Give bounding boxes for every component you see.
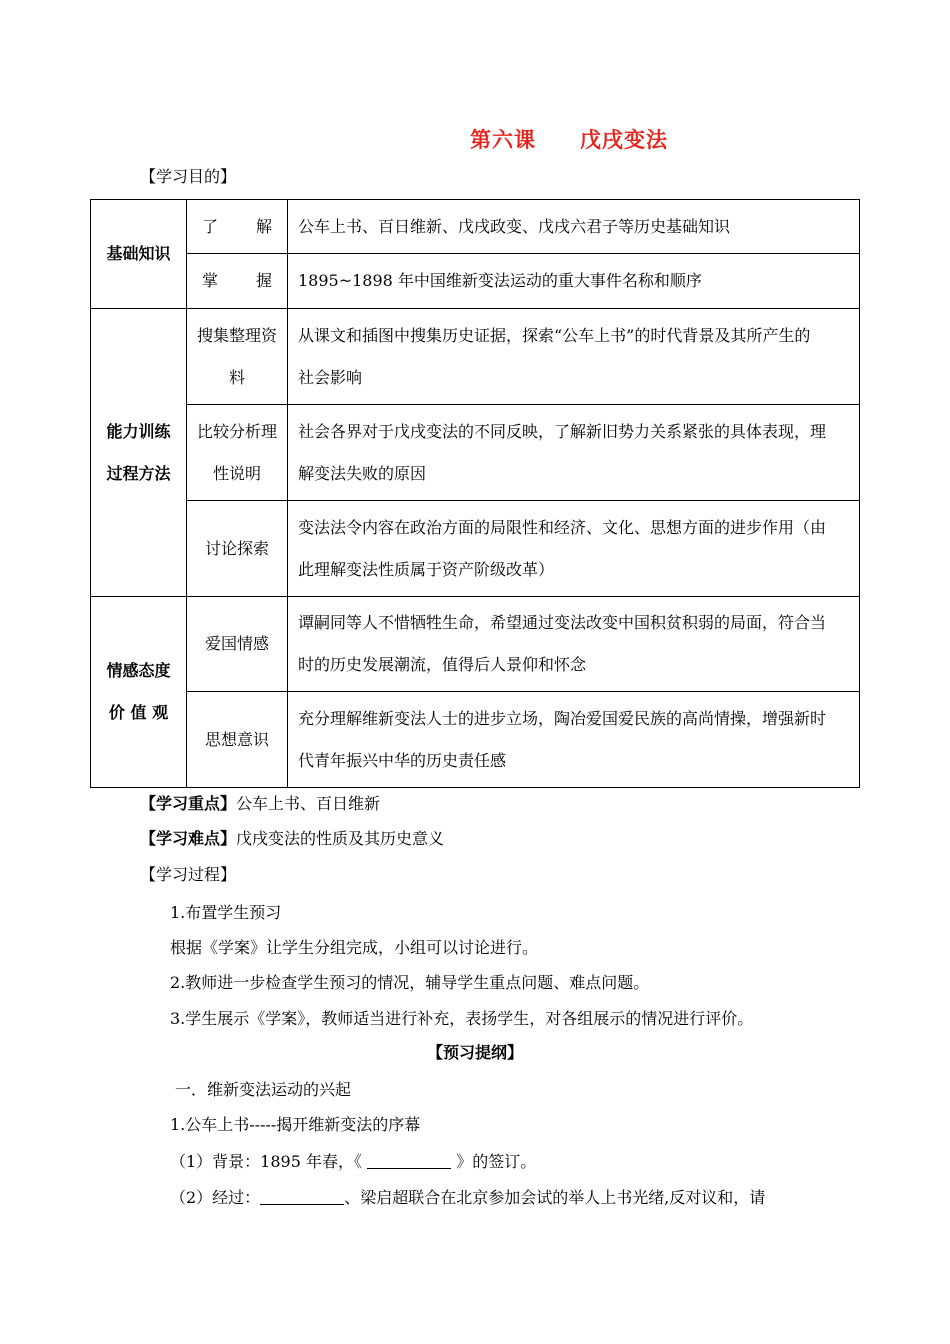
row-text: 从课文和插图中搜集历史证据，探索“公车上书”的时代背景及其所产生的 社会影响 [288,309,860,405]
row-label: 了解 [187,200,288,254]
row-label: 掌握 [187,254,288,309]
category-basic: 基础知识 [91,200,187,309]
process-step: 2.教师进一步检查学生预习的情况，辅导学生重点问题、难点问题。 [170,973,650,992]
row-text: 充分理解维新变法人士的进步立场，陶冶爱国爱民族的高尚情操，增强新时 代青年振兴中华的历史责任感 [288,692,860,788]
difficulties: 【学习难点】戊戌变法的性质及其历史意义 [140,829,445,848]
category-ability: 能力训练 过程方法 [91,309,187,597]
lesson-number: 第六课 [470,128,536,152]
objectives-heading: 【学习目的】 [140,167,237,186]
objectives-table [90,199,860,788]
row-text: 公车上书、百日维新、戊戌政变、戊戌六君子等历史基础知识 [288,200,860,254]
row-label: 搜集整理资 料 [187,309,288,405]
row-label: 讨论探索 [187,501,288,597]
row-text: 社会各界对于戊戌变法的不同反映，了解新旧势力关系紧张的具体表现，理 解变法失败的原因 [288,405,860,501]
outline-heading: 【预习提纲】 [426,1043,523,1062]
row-label: 爱国情感 [187,597,288,692]
row-text: 谭嗣同等人不惜牺牲生命，希望通过变法改变中国积贫积弱的局面，符合当 时的历史发展潮流，值得后人景仰和怀念 [288,597,860,692]
process-step: 3.学生展示《学案》，教师适当进行补充，表扬学生，对各组展示的情况进行评价。 [170,1009,754,1028]
key-points: 【学习重点】公车上书、百日维新 [140,794,381,813]
answer-blank[interactable] [367,1152,451,1169]
outline-process: （2）经过： 、梁启超联合在北京参加会试的举人上书光绪,反对议和，请 [170,1188,766,1207]
row-text: 变法法令内容在政治方面的局限性和经济、文化、思想方面的进步作用（由 此理解变法性质属于资产阶级改革） [288,501,860,597]
outline-background: （1）背景：1895 年春，《 》的签订。 [170,1152,537,1171]
lesson-topic: 戊戌变法 [580,128,668,152]
row-text: 1895~1898 年中国维新变法运动的重大事件名称和顺序 [288,254,860,309]
process-step: 根据《学案》让学生分组完成，小组可以讨论进行。 [170,938,539,957]
page-title [470,124,668,154]
outline-item: 1.公车上书-----揭开维新变法的序幕 [170,1115,421,1134]
answer-blank[interactable] [260,1188,344,1205]
process-step: 1.布置学生预习 [170,903,282,922]
outline-section: 一．维新变法运动的兴起 [175,1080,352,1099]
category-emotion: 情感态度 价 值 观 [91,597,187,788]
row-label: 比较分析理 性说明 [187,405,288,501]
row-label: 思想意识 [187,692,288,788]
process-heading: 【学习过程】 [140,865,237,884]
